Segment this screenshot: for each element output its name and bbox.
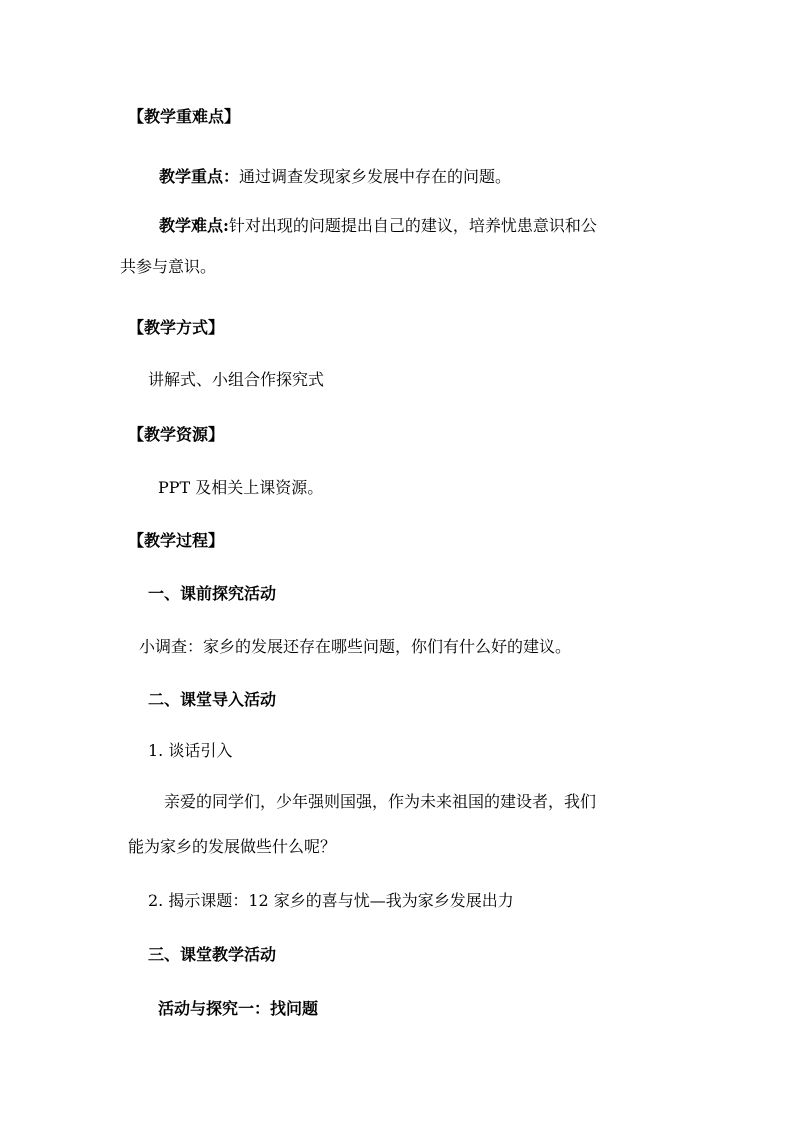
- difficulty-text-line1: 针对出现的问题提出自己的建议，培养忧患意识和公: [228, 216, 597, 235]
- key-points-heading: 【教学重难点】: [128, 107, 241, 126]
- method-text: 讲解式、小组合作探究式: [148, 370, 325, 389]
- difficulty-text-line2: 共参与意识。: [120, 257, 217, 276]
- key-point-text: 通过调查发现家乡发展中存在的问题。: [239, 167, 512, 186]
- step3-heading: 三、课堂教学活动: [148, 945, 277, 964]
- step2-item1-text-line1: 亲爱的同学们，少年强则国强，作为未来祖国的建设者，我们: [164, 792, 597, 811]
- process-heading: 【教学过程】: [128, 531, 225, 550]
- step2-heading: 二、课堂导入活动: [148, 690, 277, 709]
- step1-text: 小调查：家乡的发展还存在哪些问题，你们有什么好的建议。: [139, 637, 572, 656]
- key-point-label: 教学重点：: [159, 167, 240, 186]
- step2-item1: 1. 谈话引入: [148, 741, 233, 760]
- step1-heading: 一、课前探究活动: [148, 584, 277, 603]
- difficulty-paragraph-line1: [159, 216, 597, 236]
- resource-heading: 【教学资源】: [128, 425, 225, 444]
- step2-item2: 2. 揭示课题：12 家乡的喜与忧—我为家乡发展出力: [148, 891, 514, 910]
- method-heading: 【教学方式】: [128, 318, 225, 337]
- step2-item1-text-line2: 能为家乡的发展做些什么呢？: [128, 837, 337, 856]
- key-point-paragraph: [159, 167, 511, 187]
- resource-text: PPT 及相关上课资源。: [158, 478, 324, 497]
- activity1-heading: 活动与探究一：找问题: [158, 999, 319, 1018]
- difficulty-label: 教学难点:: [159, 216, 229, 235]
